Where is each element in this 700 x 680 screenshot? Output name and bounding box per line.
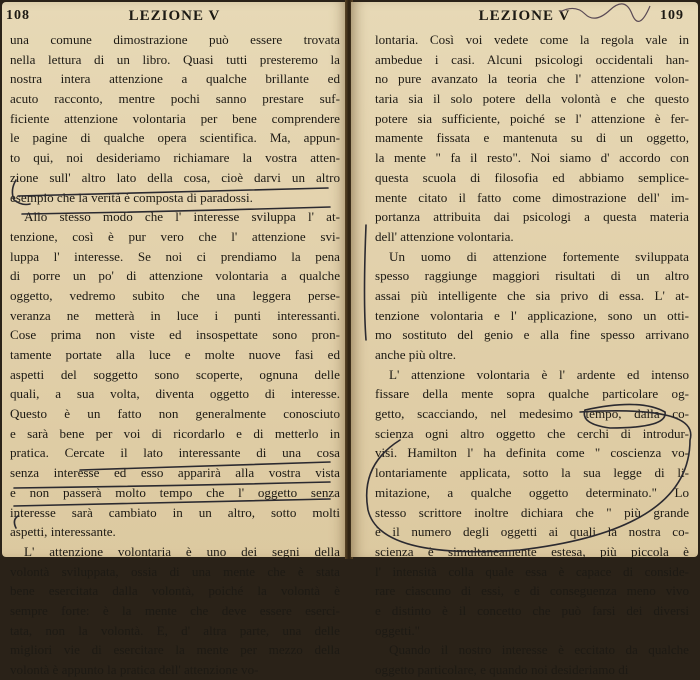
text-line: tamente portate alla luce e molte nuove fasi ed xyxy=(10,347,340,362)
text-line: è il numero degli oggetti ai quali la nostra co- xyxy=(375,524,689,540)
text-line: mo sostituto del genio e alla fine spesso arrivano xyxy=(375,327,689,343)
text-line: mente citato il fatto come dimostrazione dell' im- xyxy=(375,189,689,205)
text-line: scienza è simultaneamente estesa, più piccola è xyxy=(375,543,689,559)
text-line: oggetto particolare, e quando noi desideriamo di xyxy=(375,662,629,677)
text-line: nostra intera attenzione a qualche brillante ed xyxy=(10,71,340,87)
text-line: to qui, noi desideriamo richiamare la vostra atten- xyxy=(10,150,340,166)
text-line: potere sia sufficiente, poiché se l' attenzione è fer- xyxy=(375,110,689,126)
right-chapter-title: LEZIONE V xyxy=(478,8,571,24)
right-page-number: 109 xyxy=(660,8,684,23)
text-line: la mente " fa il resto". Noi siamo d' accordo con xyxy=(375,150,689,166)
text-line: mamente fissata e mantenuta su di un oggetto, xyxy=(375,130,689,146)
text-line: assai più intelligente che sia privo di essa. L' at- xyxy=(375,287,689,303)
text-line: ficiente attenzione volontaria per bene comprendere xyxy=(10,110,340,126)
text-line: lontariamente applicata, sotto la sua legge di li- xyxy=(375,465,689,481)
text-line: senza interesse ed esso apparirà alla vostra vista xyxy=(10,465,340,481)
text-line: migliori vie di esercitare la mente per mezzo della xyxy=(10,642,340,658)
text-line: volontà è appunto la pratica dell' attenzione vo- xyxy=(10,662,259,677)
left-page-number: 108 xyxy=(6,8,30,23)
text-line: rare ciascuno di essi, e di conseguenza meno vivo xyxy=(375,583,689,599)
text-line: e sarà bene per voi di ricordarlo e di metterlo in xyxy=(10,425,340,441)
left-running-head xyxy=(2,8,347,28)
right-running-head xyxy=(351,8,698,28)
text-line: Quando il nostro interesse è eccitato da qualche xyxy=(389,642,689,658)
text-line: questa scuola di filosofia ed abbiamo semplice- xyxy=(375,169,689,185)
text-line: spesso raggiunge maggiori risultati di un altro xyxy=(375,268,689,284)
text-line: tata, non la volontà. E, d' altra parte, una delle xyxy=(10,622,340,638)
text-line: Cose prima non viste ed insospettate sono pron- xyxy=(10,327,340,343)
text-line: stesso scrittore inoltre dichiara che " più grande xyxy=(375,504,689,520)
text-line: tenzione volontaria e l' applicazione, sono un otti- xyxy=(375,307,689,323)
text-line: taria sia il solo potere della volontà e che questo xyxy=(375,91,689,107)
text-line: sempre forte: è la mente che deve essere eserci- xyxy=(10,602,340,618)
text-line: Questo è un fatto non generalmente conosciuto xyxy=(10,406,340,422)
text-line: Un uomo di attenzione fortemente sviluppata xyxy=(389,248,689,264)
text-line: getto, scacciando, nel medesimo tempo, dalla co- xyxy=(375,406,689,422)
text-line: fissare della mente sopra qualche particolare og- xyxy=(375,386,689,402)
text-line: e non passerà molto tempo che l' oggetto senza xyxy=(10,484,340,500)
text-line: ambedue i casi. Alcuni psicologi occidentali han- xyxy=(375,51,689,67)
text-line: L' attenzione volontaria è l' ardente ed intenso xyxy=(389,366,689,382)
right-page xyxy=(351,2,698,677)
text-line: interesse sarà cambiato in un altro, sotto molti xyxy=(10,504,340,520)
text-line: Allo stesso modo che l' interesse sviluppa l' at- xyxy=(24,209,340,225)
text-line: scienza ogni altro oggetto che cerchi di introdur- xyxy=(375,425,689,441)
text-line: no pure avanzato la teoria che l' attenzione volon- xyxy=(375,71,689,87)
text-line: aspetti del soggetto sono scoperte, ognuna delle xyxy=(10,366,340,382)
left-page-text xyxy=(10,30,340,680)
text-line: le pagine di qualche opera scientifica. Ma, appun- xyxy=(10,130,340,146)
text-line: L' attenzione volontaria è uno dei segni della xyxy=(24,543,340,559)
text-line: bene esercitata dalla volontà, poiché la volontà è xyxy=(10,583,340,599)
text-line: pratica. Cercate il lato interessante di una cosa xyxy=(10,445,340,461)
text-line: mitazione, a qualche oggetto determinato." Lo xyxy=(375,484,689,500)
text-line: di porre un po' di attenzione volontaria a qualche xyxy=(10,268,340,284)
text-line: nella lettura di un libro. Quasi tutti presteremo la xyxy=(10,51,340,67)
text-line: esempio che la verità è composta di paradossi. xyxy=(10,189,253,205)
text-line: l' intensità colla quale essa è capace di conside- xyxy=(375,563,689,579)
text-line: dell' attenzione volontaria. xyxy=(375,228,514,244)
text-line: oggetto, vedremo subito che una leggera perse- xyxy=(10,287,340,303)
text-line: zione sull' altro lato della cosa, cioè darvi un altro xyxy=(10,169,340,185)
text-line: veranza ne metterà in luce i punti interessanti. xyxy=(10,307,340,323)
text-line: acuto racconto, mentre pochi sanno prestare suf- xyxy=(10,91,340,107)
text-line: portanza attribuita dai psicologi a questa materia xyxy=(375,209,689,225)
text-line: anche più oltre. xyxy=(375,347,457,362)
text-line: luppa l' interesse. Se noi ci prendiamo la pena xyxy=(10,248,340,264)
text-line: tenzione, così è pur vero che l' attenzione svi- xyxy=(10,228,340,244)
right-page-text xyxy=(375,30,689,680)
text-line: e distinto è il concetto che può farsi dei diversi xyxy=(375,602,689,618)
text-line: visi. Hamilton l' ha definita come " coscienza vo- xyxy=(375,445,689,461)
text-line: una comune dimostrazione può essere trovata xyxy=(10,32,340,47)
text-line: volontà sviluppata, ossia di una mente che è stata xyxy=(10,563,340,579)
text-line: oggetti." xyxy=(375,622,420,638)
text-line: lontaria. Così voi vedete come la regola vale in xyxy=(375,32,689,47)
left-chapter-title: LEZIONE V xyxy=(128,8,221,24)
text-line: quali, a sua volta, diventa oggetto di interesse. xyxy=(10,386,340,402)
left-page xyxy=(2,2,347,677)
text-line: aspetti, interessante. xyxy=(10,524,116,540)
